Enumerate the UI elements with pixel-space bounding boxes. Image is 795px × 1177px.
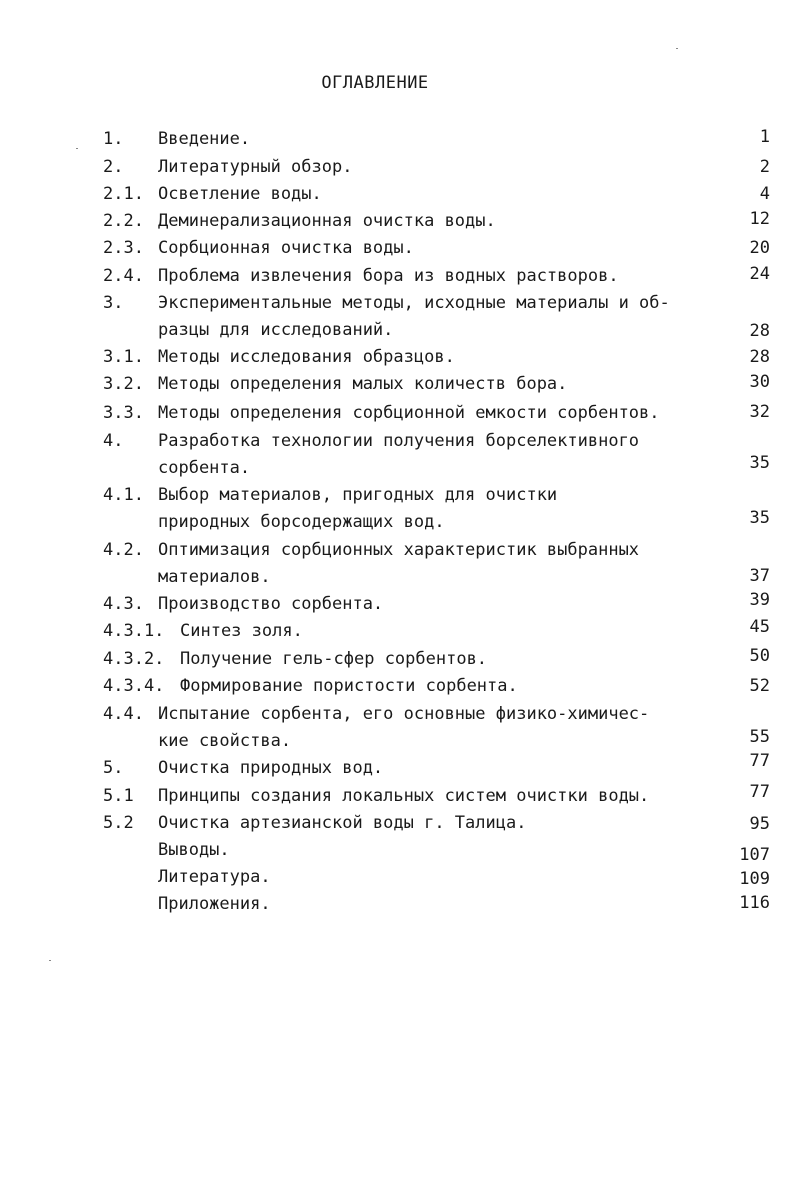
- scan-speck: [76, 148, 78, 149]
- toc-entry-title: Приложения.: [158, 894, 271, 914]
- toc-entry-title: Очистка природных вод.: [158, 758, 384, 778]
- toc-entry-page: 1: [759, 127, 770, 147]
- toc-entry-title-line2: природных борсодержащих вод.: [158, 512, 445, 532]
- toc-entry-number: 3.3.: [103, 403, 144, 423]
- toc-entry-title-line2: материалов.: [158, 567, 271, 587]
- toc-entry-number: 3.1.: [103, 347, 144, 367]
- toc-entry-title: Получение гель-сфер сорбентов.: [180, 649, 488, 669]
- toc-entry-number: 2.3.: [103, 238, 144, 258]
- toc-entry-title: Методы определения малых количеств бора.: [158, 374, 568, 394]
- page-title: ОГЛАВЛЕНИЕ: [321, 73, 429, 93]
- toc-entry-title: Очистка артезианской воды г. Талица.: [158, 813, 527, 833]
- toc-entry-page: 45: [749, 617, 770, 637]
- toc-entry-number: 4.3.: [103, 594, 144, 614]
- toc-entry-title: Проблема извлечения бора из водных растворов.: [158, 266, 619, 286]
- toc-entry-number: 3.: [103, 293, 124, 313]
- toc-entry-title-line2: кие свойства.: [158, 731, 292, 751]
- toc-entry-page: 28: [749, 347, 770, 367]
- toc-entry-page: 2: [759, 157, 770, 177]
- toc-entry-number: 4.3.2.: [103, 649, 165, 669]
- toc-entry-title-line2: сорбента.: [158, 458, 251, 478]
- toc-entry-title: Деминерализационная очистка воды.: [158, 211, 496, 231]
- toc-entry-page: 35: [749, 508, 770, 528]
- toc-entry-page: 30: [749, 372, 770, 392]
- toc-entry-number: 5.1: [103, 786, 134, 806]
- toc-entry-number: 2.4.: [103, 266, 144, 286]
- toc-entry-number: 4.3.4.: [103, 676, 165, 696]
- toc-entry-page: 28: [749, 321, 770, 341]
- toc-entry-title: Принципы создания локальных систем очистки воды.: [158, 786, 650, 806]
- toc-entry-number: 5.2: [103, 813, 134, 833]
- toc-entry-page: 24: [749, 264, 770, 284]
- toc-entry-page: 39: [749, 590, 770, 610]
- toc-entry-page: 37: [749, 566, 770, 586]
- toc-entry-title: Производство сорбента.: [158, 594, 384, 614]
- toc-entry-title: Методы исследования образцов.: [158, 347, 455, 367]
- toc-entry-page: 95: [749, 814, 770, 834]
- toc-entry-title: Формирование пористости сорбента.: [180, 676, 518, 696]
- toc-entry-number: 2.1.: [103, 184, 144, 204]
- toc-entry-page: 35: [749, 453, 770, 473]
- toc-entry-title: Выводы.: [158, 840, 230, 860]
- toc-entry-title: Синтез золя.: [180, 621, 303, 641]
- toc-entry-title: Выбор материалов, пригодных для очистки: [158, 485, 558, 505]
- toc-entry-number: 4.3.1.: [103, 621, 165, 641]
- toc-entry-number: 4.4.: [103, 704, 144, 724]
- toc-entry-page: 12: [749, 209, 770, 229]
- toc-entry-title: Испытание сорбента, его основные физико-химичес-: [158, 704, 650, 724]
- toc-entry-number: 1.: [103, 129, 124, 149]
- toc-entry-title: Оптимизация сорбционных характеристик выбранных: [158, 540, 640, 560]
- toc-entry-page: 55: [749, 727, 770, 747]
- toc-entry-page: 52: [749, 676, 770, 696]
- toc-entry-title: Экспериментальные методы, исходные материалы и об-: [158, 293, 670, 313]
- toc-entry-number: 3.2.: [103, 374, 144, 394]
- toc-entry-title: Литературный обзор.: [158, 157, 353, 177]
- scan-speck: [49, 960, 51, 961]
- toc-entry-title: Литература.: [158, 867, 271, 887]
- toc-entry-number: 4.1.: [103, 485, 144, 505]
- toc-entry-title: Сорбционная очистка воды.: [158, 238, 414, 258]
- toc-entry-number: 2.2.: [103, 211, 144, 231]
- toc-entry-page: 107: [739, 845, 770, 865]
- toc-entry-title: Разработка технологии получения борселективного: [158, 431, 640, 451]
- toc-entry-title-line2: разцы для исследований.: [158, 320, 394, 340]
- toc-entry-title: Введение.: [158, 129, 251, 149]
- toc-entry-page: 4: [759, 184, 770, 204]
- toc-entry-page: 77: [749, 751, 770, 771]
- toc-entry-title: Методы определения сорбционной емкости сорбентов.: [158, 403, 660, 423]
- scan-speck: [676, 48, 678, 49]
- toc-entry-page: 50: [749, 646, 770, 666]
- toc-entry-page: 109: [739, 869, 770, 889]
- toc-entry-title: Осветление воды.: [158, 184, 322, 204]
- toc-entry-page: 116: [739, 893, 770, 913]
- toc-entry-page: 32: [749, 402, 770, 422]
- toc-entry-number: 2.: [103, 157, 124, 177]
- toc-entry-page: 77: [749, 782, 770, 802]
- toc-entry-number: 4.2.: [103, 540, 144, 560]
- toc-entry-page: 20: [749, 238, 770, 258]
- toc-entry-number: 5.: [103, 758, 124, 778]
- toc-entry-number: 4.: [103, 431, 124, 451]
